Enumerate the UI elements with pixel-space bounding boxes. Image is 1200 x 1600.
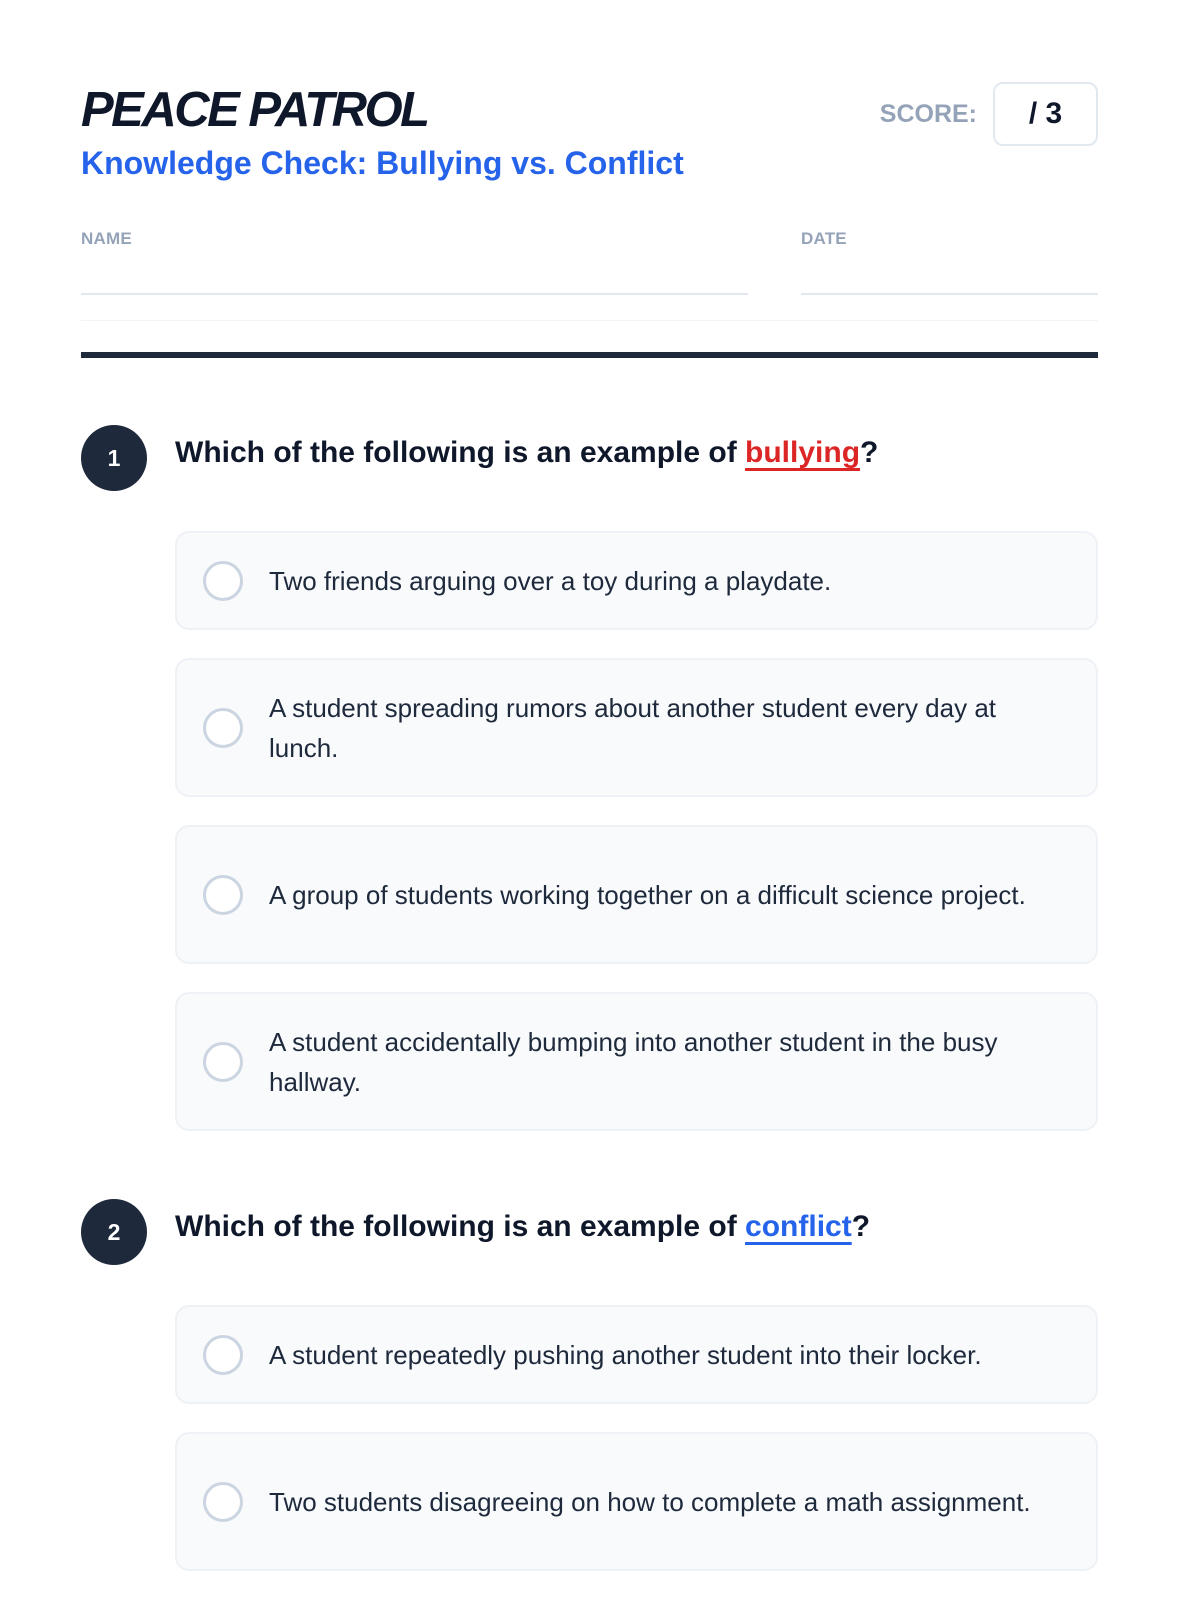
fields-divider [81, 320, 1098, 321]
radio-button[interactable] [203, 1335, 243, 1375]
radio-button[interactable] [203, 875, 243, 915]
answer-option[interactable] [175, 658, 1098, 797]
answer-text: A student accidentally bumping into another student in the busy hallway. [269, 1026, 998, 1097]
brand-title: PEACE PATROL [81, 83, 428, 137]
radio-button[interactable] [203, 1482, 243, 1522]
answer-options [175, 531, 1098, 1131]
question-keyword: conflict [745, 1210, 852, 1243]
answer-text: A group of students working together on a difficult science project. [269, 879, 1026, 910]
radio-button[interactable] [203, 708, 243, 748]
date-label: DATE [801, 229, 847, 248]
question-suffix: ? [860, 436, 879, 469]
answer-text: Two students disagreeing on how to complete a math assignment. [269, 1486, 1031, 1517]
score-section [880, 82, 1098, 146]
question-header [81, 1199, 1098, 1265]
question-2 [81, 1199, 1098, 1599]
score-label: SCORE: [879, 99, 977, 128]
answer-text: Two friends arguing over a toy during a playdate. [269, 565, 832, 596]
worksheet-subtitle: Knowledge Check: Bullying vs. Conflict [81, 145, 684, 181]
answer-option[interactable] [175, 1305, 1098, 1404]
date-input-line[interactable] [801, 293, 1098, 295]
answer-option[interactable] [175, 531, 1098, 630]
answer-option[interactable] [175, 992, 1098, 1131]
question-text [175, 1207, 870, 1247]
question-suffix: ? [851, 1210, 871, 1243]
question-number-badge: 2 [81, 1199, 147, 1265]
answer-text: A student spreading rumors about another student every day at lunch. [269, 692, 997, 763]
header-divider [81, 352, 1098, 358]
worksheet-header [81, 0, 1098, 200]
question-header [81, 425, 1098, 491]
question-number-badge: 1 [81, 425, 147, 491]
question-keyword: bullying [745, 436, 861, 469]
radio-button[interactable] [203, 1042, 243, 1082]
answer-option[interactable] [175, 825, 1098, 964]
student-info-fields [81, 227, 1098, 317]
radio-button[interactable] [203, 561, 243, 601]
question-prefix: Which of the following is an example of [175, 436, 746, 469]
answer-options [175, 1305, 1098, 1571]
answer-option[interactable] [175, 1432, 1098, 1571]
name-field[interactable] [81, 227, 748, 295]
answer-text: A student repeatedly pushing another student into their locker. [269, 1339, 982, 1370]
date-field[interactable] [801, 227, 1098, 295]
score-box[interactable]: / 3 [993, 82, 1098, 146]
question-1 [81, 425, 1098, 1159]
name-input-line[interactable] [81, 293, 748, 295]
question-text [175, 433, 878, 473]
name-label: NAME [81, 229, 132, 248]
question-prefix: Which of the following is an example of [175, 1210, 746, 1243]
